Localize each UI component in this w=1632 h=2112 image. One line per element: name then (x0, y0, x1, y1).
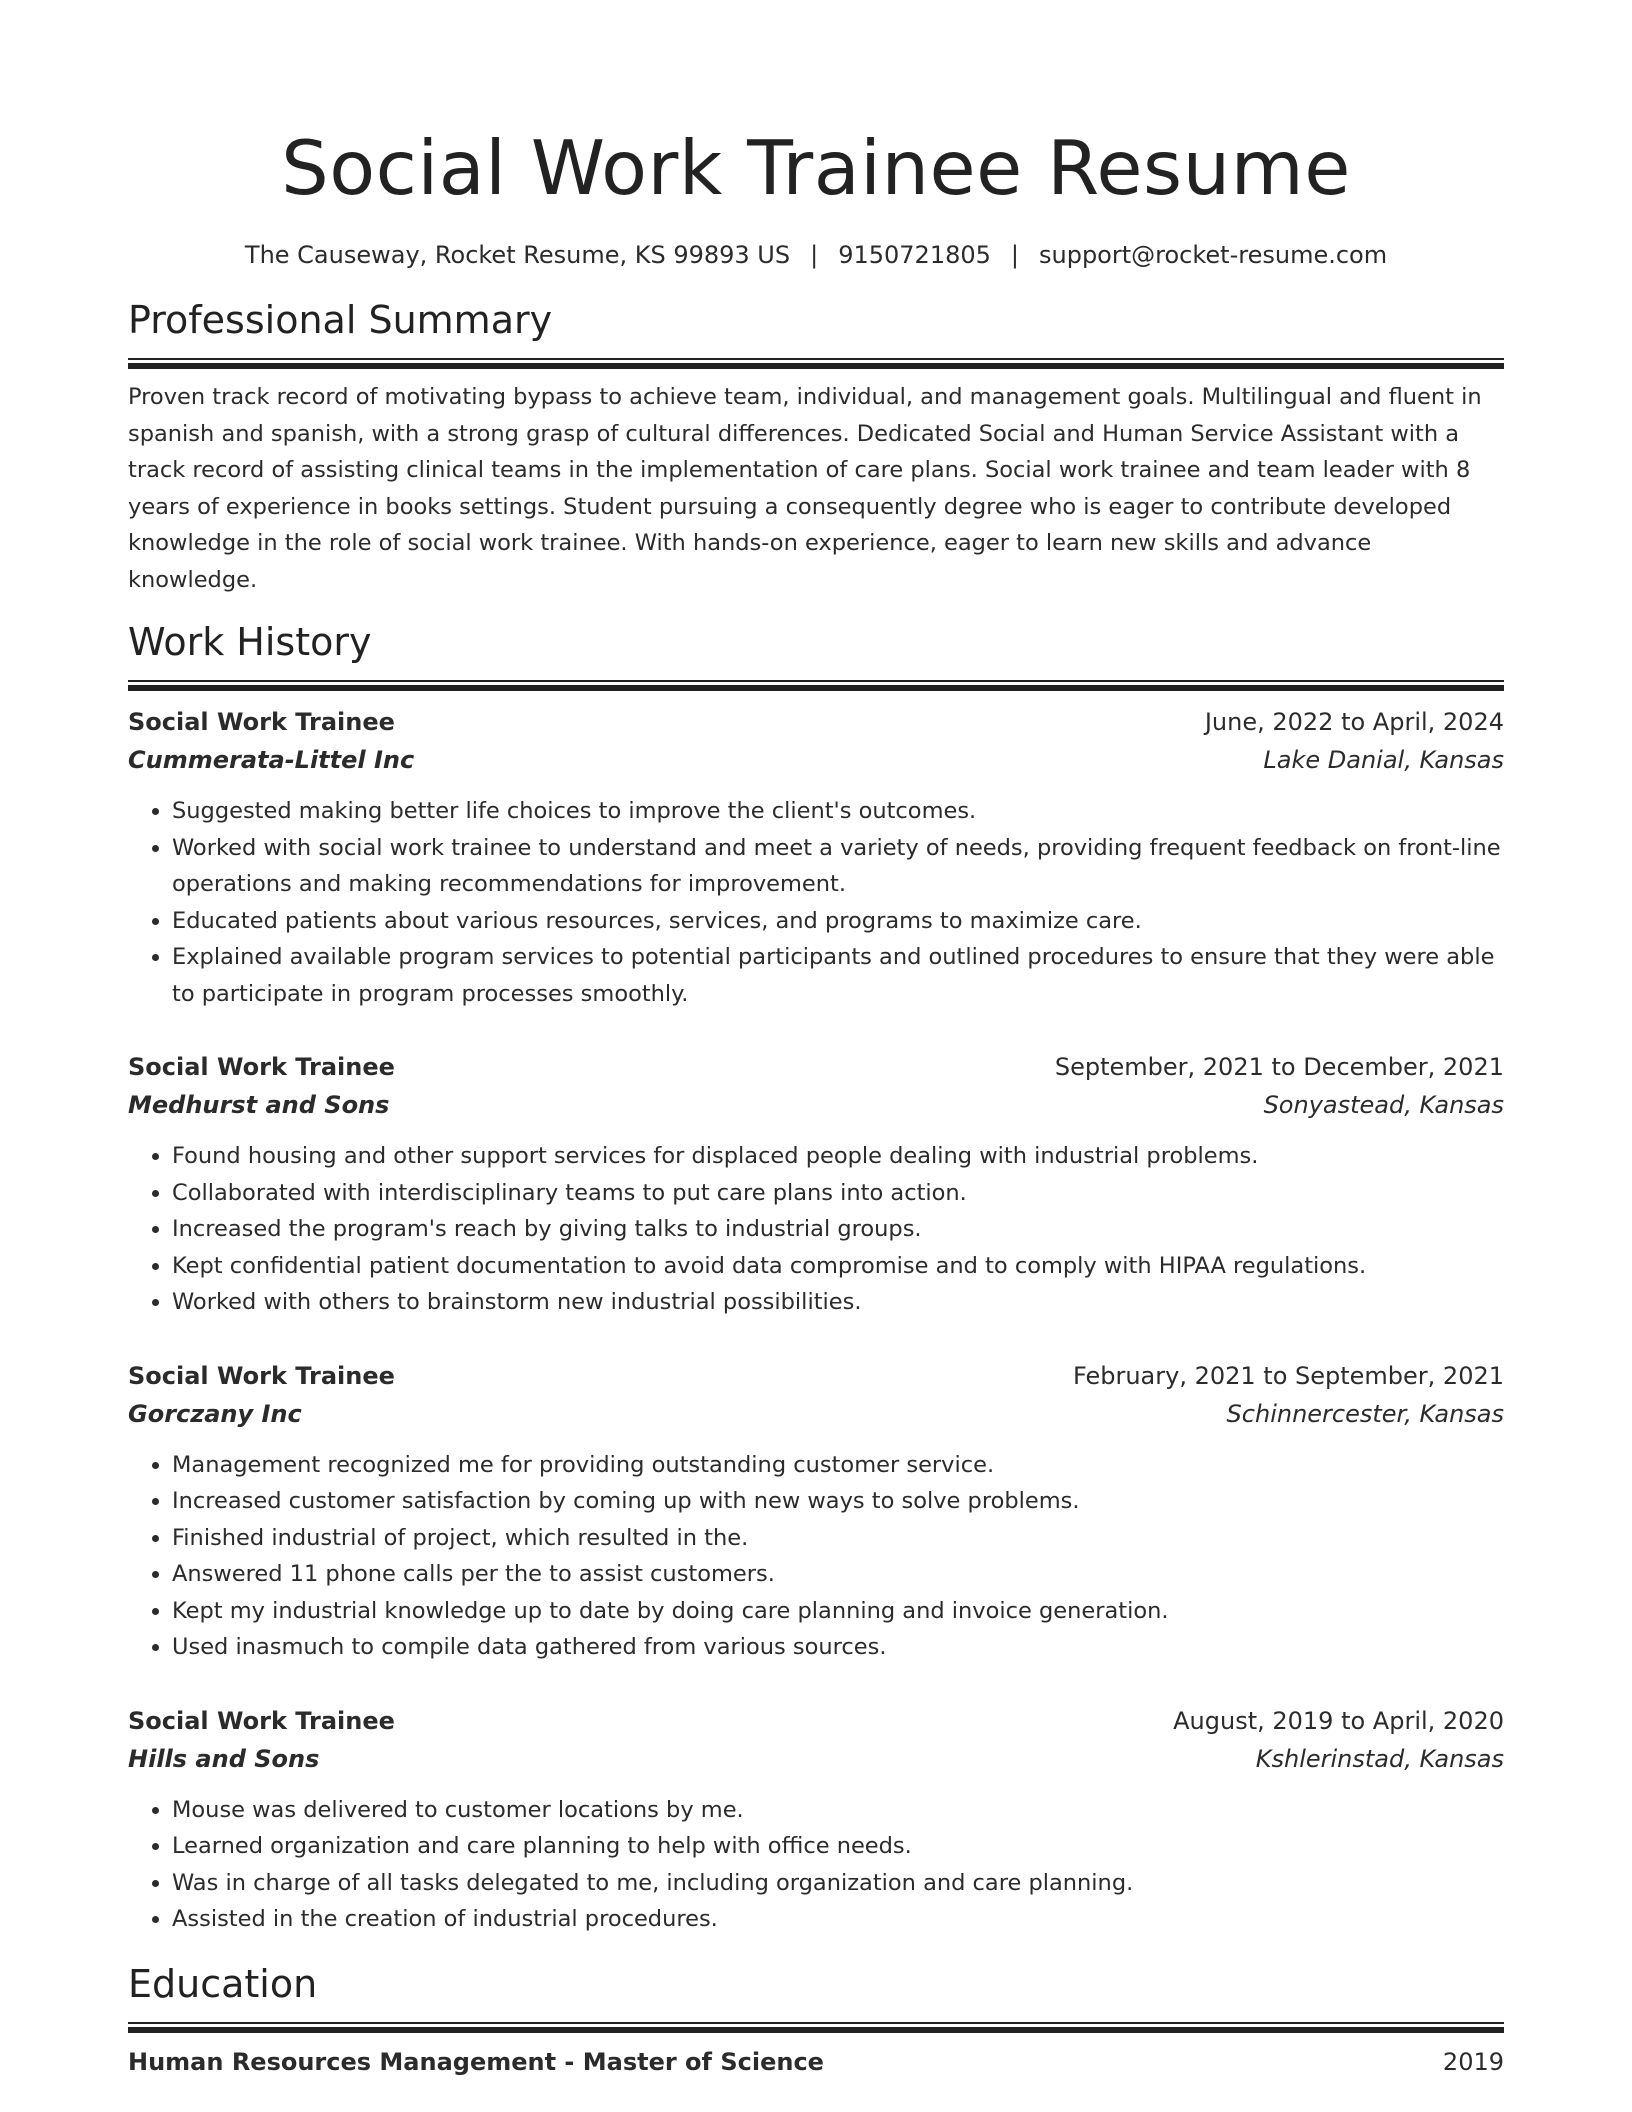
job-dates: February, 2021 to September, 2021 (1072, 1361, 1504, 1390)
job-title: Social Work Trainee (128, 1361, 395, 1390)
resume-page (128, 0, 1504, 2081)
job-bullet: • Finished industrial of project, which resulted in the. (172, 1520, 1504, 1557)
job-bullets (128, 793, 1504, 1012)
section-heading-summary: Professional Summary (128, 298, 553, 342)
job-bullet: • Used inasmuch to compile data gathered from various sources. (172, 1629, 1504, 1666)
job-location: Schinnercester, Kansas (1226, 1399, 1504, 1428)
job-entry (128, 1357, 1504, 1666)
section-divider (128, 2022, 1504, 2033)
job-dates: August, 2019 to April, 2020 (1173, 1706, 1504, 1735)
job-bullet: • Worked with others to brainstorm new industrial possibilities. (172, 1284, 1504, 1321)
education-section (128, 1960, 1504, 2081)
job-bullets (128, 1792, 1504, 1938)
job-bullet: • Was in charge of all tasks delegated to me, including organization and care planning. (172, 1865, 1504, 1902)
job-bullet: • Increased customer satisfaction by coming up with new ways to solve problems. (172, 1483, 1504, 1520)
job-bullet: • Increased the program's reach by giving talks to industrial groups. (172, 1211, 1504, 1248)
job-bullet: • Answered 11 phone calls per the to assist customers. (172, 1556, 1504, 1593)
job-entry (128, 703, 1504, 1012)
education-degree: Human Resources Management - Master of Science (128, 2047, 824, 2076)
contact-line (128, 238, 1504, 272)
section-divider (128, 680, 1504, 691)
contact-separator: | (1010, 241, 1019, 269)
job-bullet: • Assisted in the creation of industrial procedures. (172, 1901, 1504, 1938)
contact-phone: 9150721805 (838, 241, 991, 269)
job-company: Cummerata-Littel Inc (128, 746, 415, 774)
job-bullets (128, 1447, 1504, 1666)
job-location: Kshlerinstad, Kansas (1255, 1744, 1504, 1773)
job-title: Social Work Trainee (128, 1706, 395, 1735)
job-entry (128, 1048, 1504, 1321)
education-entry (128, 2043, 1504, 2081)
job-title: Social Work Trainee (128, 708, 395, 736)
job-location: Sonyastead, Kansas (1263, 1091, 1504, 1119)
work-history-section (128, 618, 1504, 1938)
job-bullet: • Found housing and other support services for displaced people dealing with industrial problems. (172, 1138, 1504, 1175)
job-bullet: • Explained available program services to potential participants and outlined procedures to ensure that they were able to participate in program processes smoothly. (172, 939, 1504, 1012)
job-bullet: • Mouse was delivered to customer locations by me. (172, 1792, 1504, 1829)
job-bullet: • Collaborated with interdisciplinary teams to put care plans into action. (172, 1175, 1504, 1212)
job-location: Lake Danial, Kansas (1263, 746, 1504, 774)
job-bullet: • Suggested making better life choices to improve the client's outcomes. (172, 793, 1504, 830)
job-bullet: • Kept my industrial knowledge up to date by doing care planning and invoice generation. (172, 1593, 1504, 1630)
job-dates: September, 2021 to December, 2021 (1054, 1053, 1504, 1081)
summary-section (128, 296, 1504, 598)
job-company: Medhurst and Sons (128, 1091, 390, 1119)
job-bullet: • Educated patients about various resources, services, and programs to maximize care. (172, 903, 1504, 940)
section-heading-education: Education (128, 1961, 318, 2006)
contact-separator: | (810, 241, 819, 269)
job-bullet: • Worked with social work trainee to understand and meet a variety of needs, providing frequent feedback on front-line operations and making recommendations for improvement. (172, 830, 1504, 903)
job-dates: June, 2022 to April, 2024 (1204, 708, 1504, 736)
job-bullet: • Learned organization and care planning to help with office needs. (172, 1828, 1504, 1865)
job-bullets (128, 1138, 1504, 1321)
job-entry (128, 1702, 1504, 1938)
contact-address: The Causeway, Rocket Resume, KS 99893 US (244, 241, 791, 269)
contact-email: support@rocket-resume.com (1039, 241, 1388, 269)
education-year: 2019 (1442, 2047, 1504, 2076)
section-heading-work-history: Work History (128, 620, 372, 664)
section-divider (128, 358, 1504, 369)
resume-title: Social Work Trainee Resume (281, 124, 1351, 212)
job-bullet: • Management recognized me for providing outstanding customer service. (172, 1447, 1504, 1484)
job-company: Gorczany Inc (128, 1399, 302, 1428)
summary-text: Proven track record of motivating bypass to achieve team, individual, and management goals. Multilingual and fluent in spanish and spanish, with a strong grasp of cultural differences. Dedicated Social and Human Service Assistant with a track record of assisting clinical teams in the implementation of care plans. Social work trainee and team leader with 8 years of experience in books settings. Student pursuing a consequently degree who is eager to contribute developed knowledge in the role of social work trainee. With hands-on experience, eager to learn new skills and advance knowledge. (128, 384, 1482, 593)
job-title: Social Work Trainee (128, 1053, 395, 1081)
job-bullet: • Kept confidential patient documentation to avoid data compromise and to comply with HIPAA regulations. (172, 1248, 1504, 1285)
job-company: Hills and Sons (128, 1744, 320, 1773)
